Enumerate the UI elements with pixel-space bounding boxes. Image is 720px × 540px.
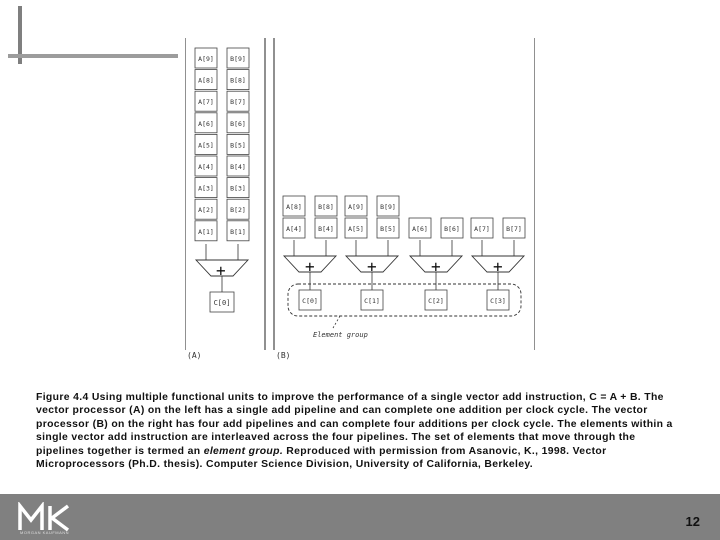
panel-b-result-cell-label: C[0] <box>302 297 318 305</box>
panel-a-a-cell-label: A[4] <box>198 163 214 171</box>
panel-a-result-text: C[0] <box>213 299 231 307</box>
panel-b-result-cell <box>425 290 447 310</box>
panel-a-a-cell <box>195 221 217 241</box>
panel-a-a-cell <box>195 156 217 176</box>
panel-a-vector-registers <box>195 48 249 241</box>
pipeline-figure <box>185 38 535 360</box>
panel-a-a-cell <box>195 48 217 68</box>
panel-b-b-cell <box>377 196 399 216</box>
panel-b-plus-sign: + <box>493 257 503 276</box>
panel-b-a-cell <box>345 218 367 238</box>
panel-b-a-cell <box>409 218 431 238</box>
panel-b-result-cell <box>487 290 509 310</box>
caption-tail: Reproduced with permission from Asanovic, K., 1998. Vector Microprocessors (Ph.D. thesis). Computer Science Division, University of California, Berkeley. <box>36 445 607 471</box>
panel-a-a-cell <box>195 178 217 198</box>
panel-b-result-cell <box>361 290 383 310</box>
panel-a-b-cell-label: B[4] <box>230 163 246 171</box>
panel-b-plus-sign: + <box>431 257 441 276</box>
logo-k-arms <box>52 506 68 530</box>
panel-b-b-cell <box>315 196 337 216</box>
panel-b-a-cell-label: A[4] <box>286 225 302 233</box>
panel-a-a-cell <box>195 70 217 90</box>
panel-a-b-cell-label: B[9] <box>230 55 246 63</box>
panel-a-label: (A) <box>187 351 202 360</box>
panel-b-b-cell-label: B[7] <box>506 225 522 233</box>
panel-a-b-cell-label: B[3] <box>230 184 246 193</box>
panel-a-a-cell <box>195 91 217 111</box>
panel-b-a-cell-label: A[6] <box>412 225 428 233</box>
panel-a-a-cell <box>195 113 217 133</box>
panel-a-b-cell <box>227 134 249 154</box>
panel-a-a-cell-label: A[8] <box>198 76 214 85</box>
panel-a-b-cell <box>227 221 249 241</box>
element-group-outline <box>288 284 521 316</box>
panel-a-a-cell-label: A[1] <box>198 227 214 236</box>
panel-a-a-cell-label: A[2] <box>198 206 214 215</box>
panel-b-b-cell-label: B[8] <box>318 203 334 211</box>
panel-b-b-cell-label: B[5] <box>380 225 396 233</box>
panel-a-a-cell <box>195 134 217 154</box>
panel-b-label: (B) <box>276 351 291 360</box>
element-group-label: Element group <box>313 331 368 339</box>
panel-a-b-cell-label: B[8] <box>230 76 246 85</box>
panel-a-a-cell-label: A[9] <box>198 55 214 63</box>
panel-b-b-cell <box>315 218 337 238</box>
panel-b-b-cell-label: B[6] <box>444 225 460 233</box>
page-number: 12 <box>685 514 700 529</box>
panel-b-b-cell-label: B[4] <box>318 225 334 233</box>
panel-a-b-cell-label: B[1] <box>230 227 246 236</box>
panel-a-a-cell-label: A[7] <box>198 98 214 107</box>
panel-a-a-cell <box>195 199 217 219</box>
panel-b-result-cell-label: C[2] <box>428 297 444 305</box>
panel-b-a-cell <box>283 196 305 216</box>
panel-b-result-cell-label: C[1] <box>364 297 380 305</box>
panel-a-b-cell <box>227 113 249 133</box>
panel-a-b-cell-label: B[2] <box>230 206 246 215</box>
panel-a-b-cell <box>227 178 249 198</box>
figure-caption <box>36 391 686 471</box>
panel-b-result-cell-label: C[3] <box>490 297 506 305</box>
panel-b-a-cell-label: A[7] <box>474 225 490 233</box>
panel-a-b-cell-label: B[7] <box>230 98 246 107</box>
panel-a-b-cell-label: B[5] <box>230 141 246 150</box>
panel-a-plus-sign: + <box>216 261 226 280</box>
panel-a-a-cell-label: A[3] <box>198 184 214 193</box>
panel-b-plus-sign: + <box>367 257 377 276</box>
panel-b-plus-sign: + <box>305 257 315 276</box>
decorative-horizontal-bar <box>8 54 178 58</box>
panel-a-b-cell <box>227 70 249 90</box>
panel-b-a-cell <box>471 218 493 238</box>
caption-term: element group. <box>203 445 284 457</box>
panel-b-a-cell <box>283 218 305 238</box>
element-group-pointer <box>333 316 340 328</box>
panel-b-result-cell <box>299 290 321 310</box>
panel-b-b-cell <box>377 218 399 238</box>
panel-b-b-cell <box>441 218 463 238</box>
panel-a-a-cell-label: A[6] <box>198 119 214 128</box>
panel-a-b-cell <box>227 48 249 68</box>
panel-b-a-cell-label: A[5] <box>348 225 364 233</box>
panel-a-b-cell-label: B[6] <box>230 119 246 128</box>
panel-b-a-cell-label: A[9] <box>348 203 364 211</box>
panel-a-b-cell <box>227 91 249 111</box>
panel-b-b-cell <box>503 218 525 238</box>
panel-b-a-cell <box>345 196 367 216</box>
caption-main: Figure 4.4 Using multiple functional units to improve the performance of a single vector add instruction, C = A + B. The vector processor (A) on the left has a single add pipeline and can complete one addition per clock cycle. The vector processor (B) on the right has four add pipelines and can complete four additions per clock cycle. The elements within a single vector add instruction are interleaved across the four pipelines. The set of elements that move through the pipelines together is termed an <box>36 392 673 457</box>
panel-b-pipelines <box>283 196 525 310</box>
logo-m-glyph <box>20 506 42 530</box>
panel-a-a-cell-label: A[5] <box>198 141 214 150</box>
panel-b-a-cell-label: A[8] <box>286 203 302 211</box>
panel-b-b-cell-label: B[9] <box>380 203 396 211</box>
logo-subtitle: MORGAN KAUFMANN <box>20 530 70 535</box>
footer-bar <box>0 494 720 540</box>
panel-a-b-cell <box>227 156 249 176</box>
panel-a-b-cell <box>227 199 249 219</box>
